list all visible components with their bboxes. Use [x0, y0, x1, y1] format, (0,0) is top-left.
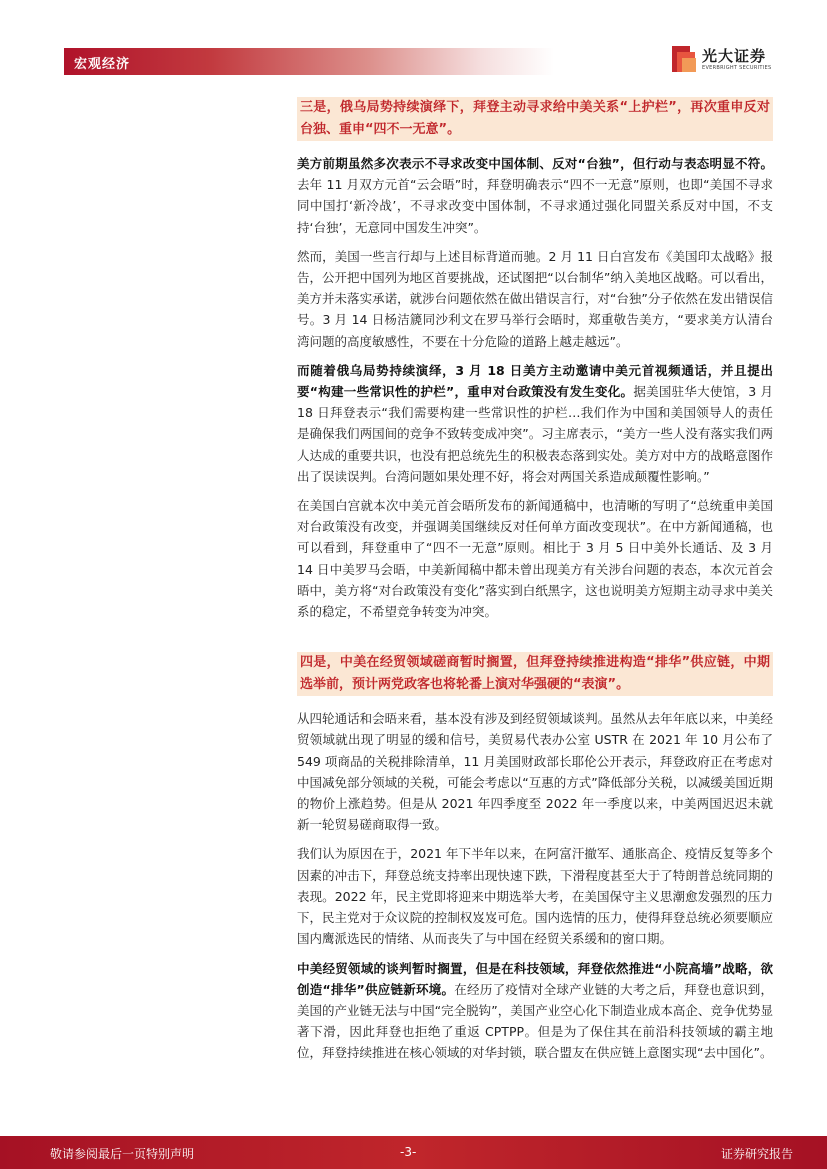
paragraph-text: 在经历了疫情对全球产业链的大考之后，拜登也意识到，美国的产业链无法与中国“完全脱钩”，美国产业空心化下制造业成本高企、竞争优势显著下滑，因此拜登也拒绝了重返 CPTPP。但是为了保住其在前沿科技领域的霸主地位，拜登持续推进在核心领域的对华封锁，联合盟友在供应链上意图实现“去中国化”。: [297, 981, 773, 1061]
paragraph: [297, 246, 773, 352]
paragraph-lead: 而随着俄乌局势持续演绎，3 月 18 日美方主动邀请中美元首视频通话，并且提出要“构建一些常识性的护栏”，重申对台政策没有发生变化。: [297, 362, 773, 400]
brand-name: 光大证券: [702, 47, 767, 65]
page-number: -3-: [400, 1145, 417, 1159]
report-body: [297, 97, 773, 1064]
paragraph: [297, 360, 773, 487]
brand-subtitle: EVERBRIGHT SECURITIES: [702, 65, 772, 71]
report-type: 证券研究报告: [720, 1147, 793, 1161]
paragraph: [297, 495, 773, 622]
paragraph: [297, 958, 773, 1064]
brand-logo: [670, 44, 780, 76]
section-heading: 四是，中美在经贸领域磋商暂时搁置，但拜登持续推进构造“排华”供应链，中期选举前，预计两党政客也将轮番上演对华强硬的“表演”。: [297, 652, 773, 696]
paragraph-text: 在美国白宫就本次中美元首会晤所发布的新闻通稿中，也清晰的写明了“总统重申美国对台政策没有改变，并强调美国继续反对任何单方面改变现状”。在中方新闻通稿，也可以看到，拜登重申了“四不一无意”原则。相比于 3 月 5 日中美外长通话、及 3 月 14 日中美罗马会晤，中美新闻稿中都未曾出现美方有关涉台问题的表态，本次元首会晤中，美方将“对台政策没有变化”落实到白纸黑字，这也说明美方短期主动寻求中美关系的稳定，不希望竞争转变为冲突。: [297, 498, 773, 620]
footer-disclaimer-link: 敬请参阅最后一页特别声明: [50, 1147, 195, 1161]
paragraph-text: 去年 11 月双方元首“云会晤”时，拜登明确表示“四不一无意”原则，也即“美国不寻求同中国打‘新冷战’，不寻求改变中国体制，不寻求通过强化同盟关系反对中国，不支持‘台独’，无意同中国发生冲突”。: [297, 177, 773, 235]
paragraph: [297, 843, 773, 949]
paragraph-text: 然而，美国一些言行却与上述目标背道而驰。2 月 11 日白宫发布《美国印太战略》报告，公开把中国列为地区首要挑战，还试图把“以台制华”纳入美地区战略。可以看出，美方并未落实承诺，就涉台问题依然在做出错误言行，对“台独”分子依然在发出错误信号。3 月 14 日杨洁篪同沙利文在罗马举行会晤时，郑重敬告美方，“要求美方认清台湾问题的高度敏感性，不要在十分危险的道路上越走越远”。: [297, 248, 773, 349]
paragraph-lead: 美方前期虽然多次表示不寻求改变中国体制、反对“台独”，但行动与表态明显不符。: [297, 156, 773, 171]
section-3: [297, 97, 773, 622]
section-label: 宏观经济: [74, 57, 131, 72]
section-heading: 三是，俄乌局势持续演绎下，拜登主动寻求给中美关系“上护栏”，再次重申反对台独、重申“四不一无意”。: [297, 97, 773, 141]
paragraph-text: 从四轮通话和会晤来看，基本没有涉及到经贸领域谈判。虽然从去年年底以来，中美经贸领域就出现了明显的缓和信号，美贸易代表办公室 USTR 在 2021 年 10 月公布了 549 项商品的关税排除清单，11 月美国财政部长耶伦公开表示，拜登政府正在考虑对中国减免部分领域的关税，可能会考虑以“互惠的方式”降低部分关税，以减缓美国近期的物价上涨趋势。但是从 2021 年四季度至 2022 年一季度以来，中美两国迟迟未就新一轮贸易磋商取得一致。: [297, 711, 773, 833]
paragraph-text: 据美国驻华大使馆，3 月 18 日拜登表示“我们需要构建一些常识性的护栏…我们作为中国和美国领导人的责任是确保我们两国间的竞争不致转变成冲突”。习主席表示，“美方一些人没有落实我们两人达成的重要共识，也没有把总统先生的积极表态落到实处。美方对中方的战略意图作出了误读误判。台湾问题如果处理不好，将会对两国关系造成颠覆性影响。”: [297, 384, 773, 484]
paragraph: [297, 153, 773, 238]
paragraph: [297, 708, 773, 835]
section-4: [297, 652, 773, 1063]
footer-bar: [0, 1136, 827, 1169]
paragraph-lead: 中美经贸领域的谈判暂时搁置，但是在科技领域，拜登依然推进“小院高墙”战略，欲创造“排华”供应链新环境。: [297, 960, 773, 997]
paragraph-text: 我们认为原因在于，2021 年下半年以来，在阿富汗撤军、通胀高企、疫情反复等多个因素的冲击下，拜登总统支持率出现快速下跌，下滑程度甚至大于了特朗普总统同期的表现。2022 年，民主党即将迎来中期选举大考，在美国保守主义思潮愈发强烈的压力下，民主党对于众议院的控制权岌岌可危。国内选情的压力，使得拜登总统必须要顺应国内鹰派选民的情绪、从而丧失了与中国在经贸关系缓和的窗口期。: [297, 846, 773, 947]
brand-logo-icon: [670, 44, 698, 74]
header-bar: [64, 48, 554, 75]
